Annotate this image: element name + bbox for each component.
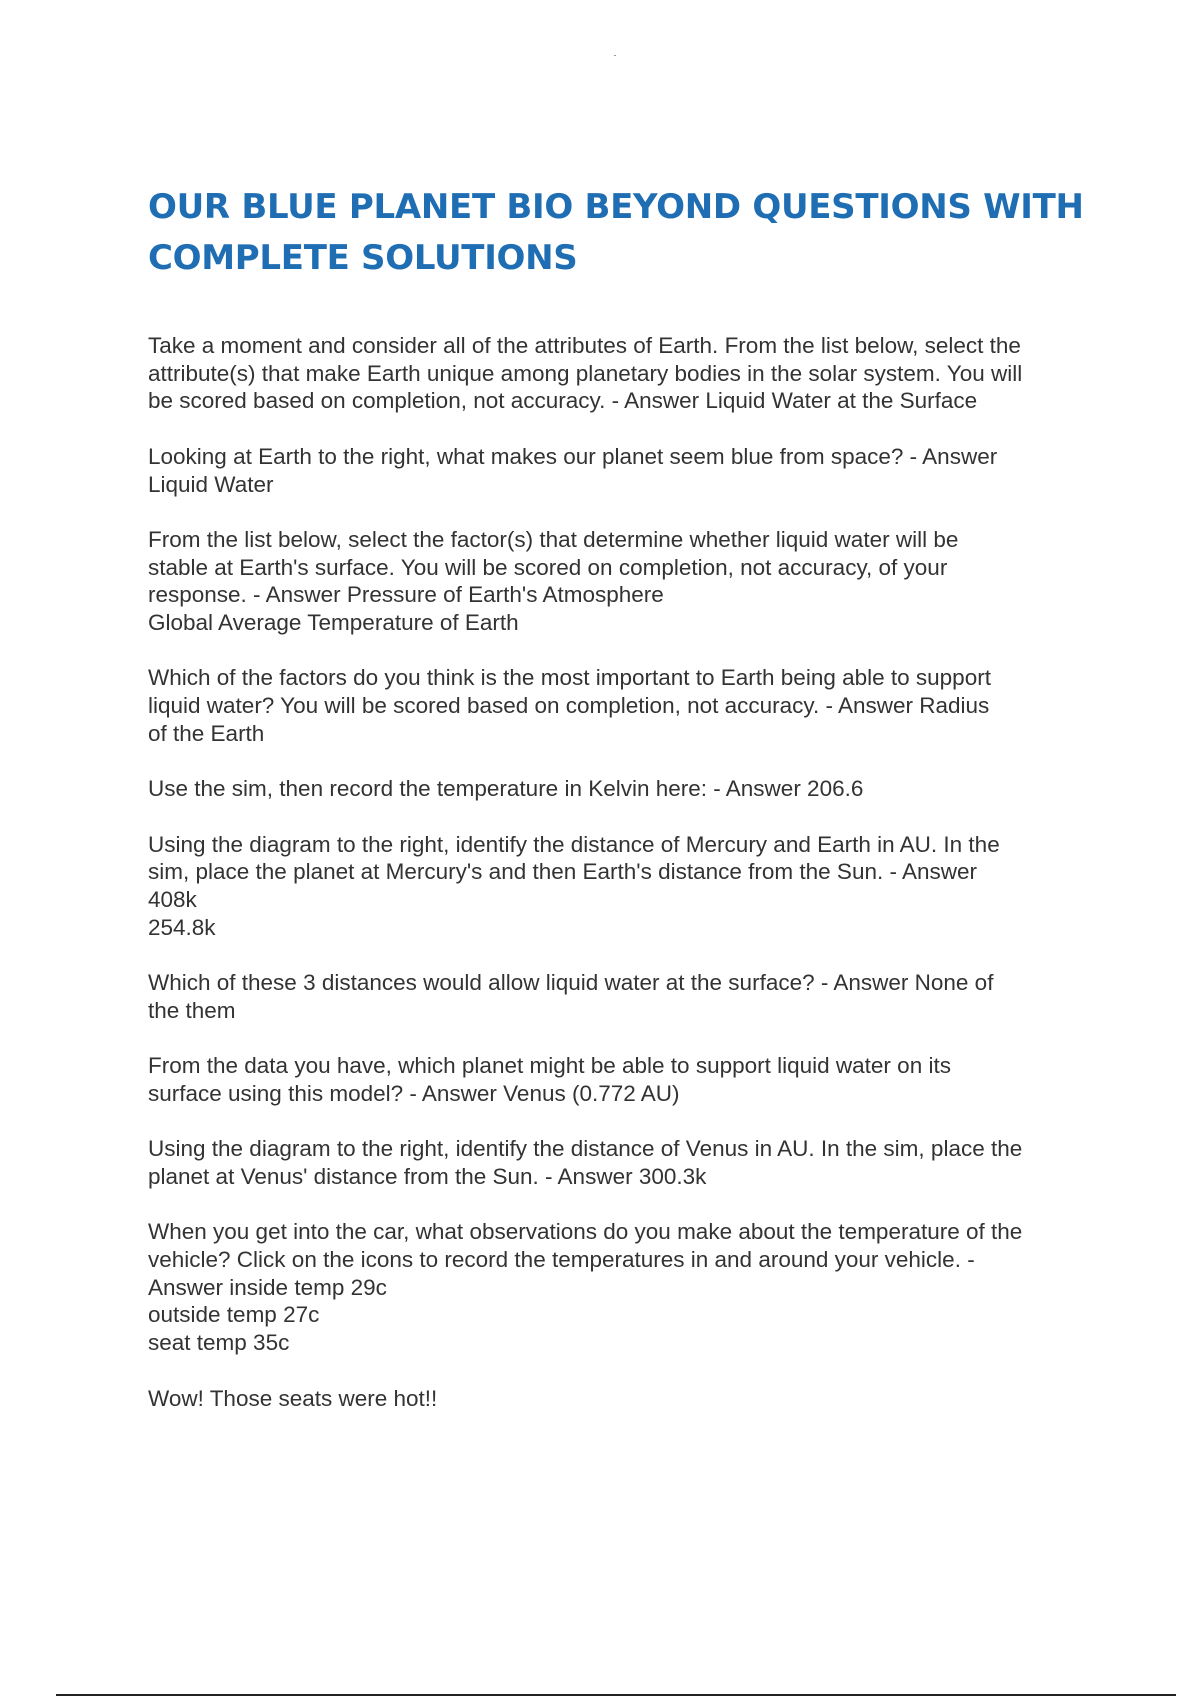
qa-line: Use the sim, then record the temperature in Kelvin here: - Answer 206.6 bbox=[148, 776, 864, 802]
qa-paragraph bbox=[148, 1385, 1093, 1413]
qa-line: attribute(s) that make Earth unique among planetary bodies in the solar system. You will bbox=[148, 360, 1023, 386]
qa-line: 408k bbox=[148, 886, 197, 912]
qa-line: surface using this model? - Answer Venus (0.772 AU) bbox=[148, 1080, 680, 1106]
qa-paragraph bbox=[148, 1052, 1093, 1107]
qa-paragraph bbox=[148, 443, 1093, 498]
qa-line: Using the diagram to the right, identify the distance of Mercury and Earth in AU. In the bbox=[148, 831, 1000, 857]
qa-paragraph bbox=[148, 1218, 1093, 1357]
qa-paragraph bbox=[148, 332, 1093, 415]
qa-line: Using the diagram to the right, identify the distance of Venus in AU. In the sim, place the bbox=[148, 1136, 1023, 1162]
qa-paragraph bbox=[148, 526, 1093, 637]
qa-line: be scored based on completion, not accuracy. - Answer Liquid Water at the Surface bbox=[148, 388, 978, 414]
qa-paragraph bbox=[148, 775, 1093, 803]
qa-line: outside temp 27c bbox=[148, 1302, 320, 1328]
qa-line: planet at Venus' distance from the Sun. - Answer 300.3k bbox=[148, 1163, 707, 1189]
qa-line: 254.8k bbox=[148, 914, 216, 940]
qa-line: seat temp 35c bbox=[148, 1330, 290, 1356]
qa-line: Looking at Earth to the right, what makes our planet seem blue from space? - Answer bbox=[148, 443, 998, 469]
qa-paragraph bbox=[148, 664, 1093, 747]
question-answer-list bbox=[148, 332, 1093, 1440]
title-line: COMPLETE SOLUTIONS bbox=[148, 238, 578, 278]
qa-line: the them bbox=[148, 997, 236, 1023]
qa-line: From the data you have, which planet might be able to support liquid water on its bbox=[148, 1053, 951, 1079]
qa-line: Wow! Those seats were hot!! bbox=[148, 1385, 438, 1411]
qa-line: response. - Answer Pressure of Earth's Atmosphere bbox=[148, 582, 664, 608]
qa-line: Take a moment and consider all of the attributes of Earth. From the list below, select the bbox=[148, 333, 1021, 358]
qa-line: Which of the factors do you think is the most important to Earth being able to support bbox=[148, 665, 991, 691]
qa-line: From the list below, select the factor(s) that determine whether liquid water will be bbox=[148, 526, 959, 552]
qa-line: of the Earth bbox=[148, 720, 265, 746]
qa-paragraph bbox=[148, 1135, 1093, 1190]
qa-line: stable at Earth's surface. You will be scored on completion, not accuracy, of your bbox=[148, 554, 948, 580]
qa-line: sim, place the planet at Mercury's and then Earth's distance from the Sun. - Answer bbox=[148, 859, 977, 885]
qa-line: vehicle? Click on the icons to record the temperatures in and around your vehicle. - bbox=[148, 1247, 975, 1273]
qa-line: When you get into the car, what observations do you make about the temperature of the bbox=[148, 1219, 1023, 1245]
qa-paragraph bbox=[148, 831, 1093, 942]
document-title bbox=[148, 182, 1108, 284]
qa-paragraph bbox=[148, 969, 1093, 1024]
qa-line: Answer inside temp 29c bbox=[148, 1274, 387, 1300]
qa-line: Liquid Water bbox=[148, 471, 274, 497]
qa-line: Global Average Temperature of Earth bbox=[148, 610, 519, 635]
bottom-rule bbox=[56, 1694, 1176, 1696]
qa-line: liquid water? You will be scored based on completion, not accuracy. - Answer Radius bbox=[148, 693, 990, 719]
scan-speck bbox=[614, 55, 616, 56]
title-line: OUR BLUE PLANET BIO BEYOND QUESTIONS WITH bbox=[148, 187, 1084, 227]
qa-line: Which of these 3 distances would allow liquid water at the surface? - Answer None of bbox=[148, 970, 994, 996]
